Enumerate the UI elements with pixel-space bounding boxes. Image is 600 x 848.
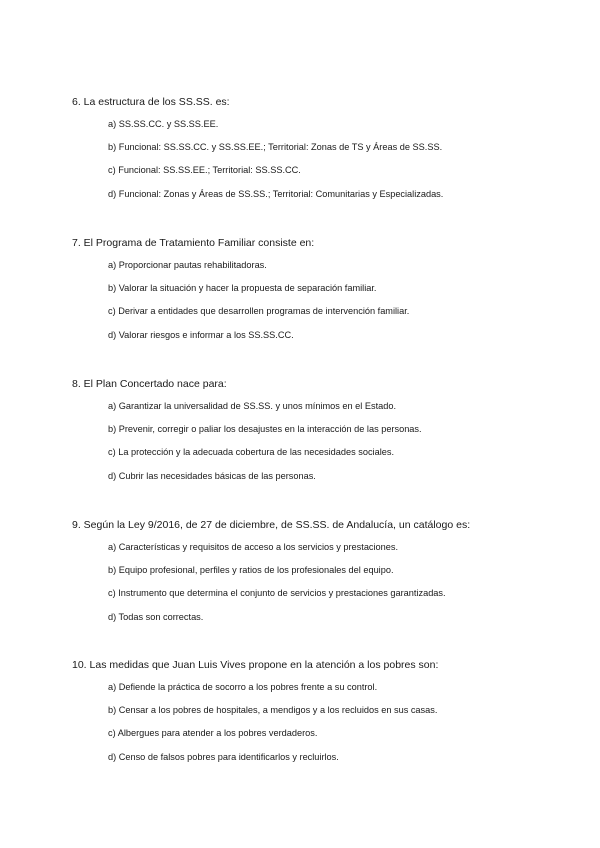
option-d: d) Cubrir las necesidades básicas de las personas. bbox=[108, 470, 316, 481]
question-text: 9. Según la Ley 9/2016, de 27 de diciembre, de SS.SS. de Andalucía, un catálogo es: bbox=[72, 519, 471, 531]
option-b: b) Equipo profesional, perfiles y ratios de los profesionales del equipo. bbox=[108, 565, 394, 576]
question-10 bbox=[72, 658, 572, 774]
question-7 bbox=[72, 236, 572, 352]
option-a: a) Características y requisitos de acceso a los servicios y prestaciones. bbox=[108, 542, 399, 552]
question-6 bbox=[72, 95, 572, 211]
option-a: a) SS.SS.CC. y SS.SS.EE. bbox=[108, 119, 219, 129]
option-a: a) Proporcionar pautas rehabilitadoras. bbox=[108, 260, 267, 270]
option-c: c) Derivar a entidades que desarrollen programas de intervención familiar. bbox=[108, 306, 410, 317]
question-8 bbox=[72, 377, 572, 493]
option-d: d) Todas son correctas. bbox=[108, 611, 204, 622]
question-text: 8. El Plan Concertado nace para: bbox=[72, 378, 227, 390]
question-9 bbox=[72, 518, 572, 634]
option-c: c) Instrumento que determina el conjunto de servicios y prestaciones garantizadas. bbox=[108, 588, 446, 599]
question-text: 10. Las medidas que Juan Luis Vives propone en la atención a los pobres son: bbox=[72, 659, 439, 671]
option-b: b) Funcional: SS.SS.CC. y SS.SS.EE.; Territorial: Zonas de TS y Áreas de SS.SS. bbox=[108, 142, 443, 153]
option-b: b) Prevenir, corregir o paliar los desajustes en la interacción de las personas. bbox=[108, 424, 422, 435]
option-a: a) Defiende la práctica de socorro a los pobres frente a su control. bbox=[108, 682, 378, 692]
question-text: 7. El Programa de Tratamiento Familiar consiste en: bbox=[72, 237, 315, 249]
option-d: d) Valorar riesgos e informar a los SS.SS.CC. bbox=[108, 329, 294, 340]
option-d: d) Funcional: Zonas y Áreas de SS.SS.; Territorial: Comunitarias y Especializadas. bbox=[108, 188, 444, 199]
option-c: c) La protección y la adecuada cobertura de las necesidades sociales. bbox=[108, 447, 395, 458]
option-b: b) Censar a los pobres de hospitales, a mendigos y a los recluidos en sus casas. bbox=[108, 705, 438, 716]
option-a: a) Garantizar la universalidad de SS.SS. y unos mínimos en el Estado. bbox=[108, 401, 397, 411]
option-b: b) Valorar la situación y hacer la propuesta de separación familiar. bbox=[108, 283, 377, 294]
option-d: d) Censo de falsos pobres para identificarlos y recluirlos. bbox=[108, 751, 339, 762]
question-text: 6. La estructura de los SS.SS. es: bbox=[72, 96, 230, 108]
option-c: c) Albergues para atender a los pobres verdaderos. bbox=[108, 728, 318, 739]
option-c: c) Funcional: SS.SS.EE.; Territorial: SS.SS.CC. bbox=[108, 165, 301, 176]
